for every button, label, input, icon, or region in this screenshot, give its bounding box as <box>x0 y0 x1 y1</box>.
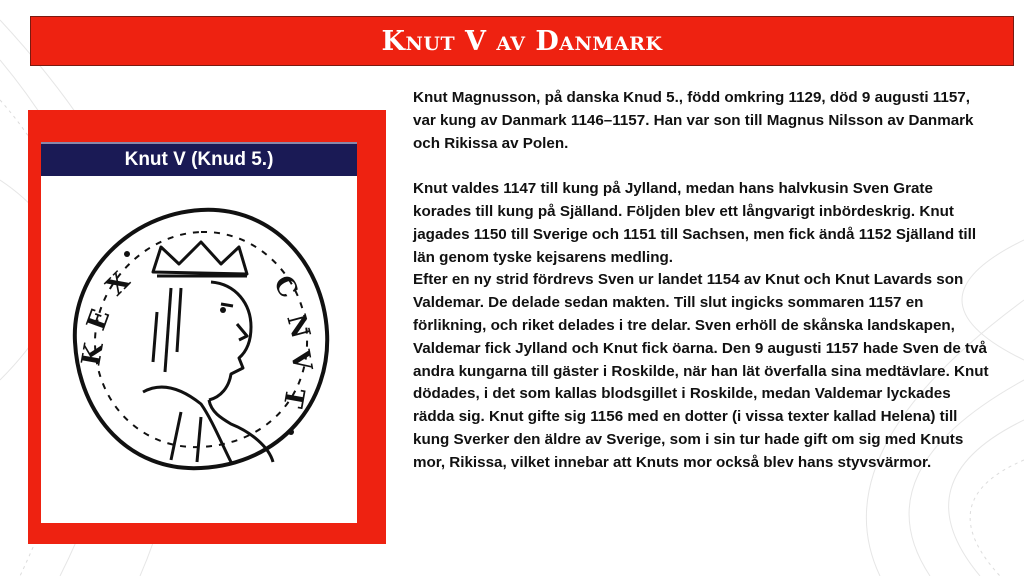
coin-letter: K <box>76 340 110 369</box>
coin-image <box>41 142 357 523</box>
paragraph: Efter en ny strid fördrevs Sven ur landet 1154 av Knut och Knut Lavards son Valdemar. De delade sedan makten. Till slut ingicks sommaren 1157 en förlikning, och riket delades i tre delar. Sven erhöll de skånska landskapen, Valdemar fick Jylland och Knut fick öarna. Den 9 augusti 1157 hade Sven de två andra kungarna till gäster i Roskilde, när han lät överfalla sina medtävlare. Knut dödades, i det som kallas blodsgillet i Roskilde, medan Valdemar lyckades rädda sig. Knut gifte sig 1156 med en dotter (i vissa texter kallad Helena) till kung Sverker den äldre av Sverige, som i sin tur hade gift om sig med Knuts mor, Rikissa, vilket innebar att Knuts mor också blev hans styvsvärmor. <box>413 271 989 471</box>
body-text <box>413 87 993 475</box>
image-caption: Knut V (Knud 5.) <box>41 142 357 176</box>
coin-letter: E <box>81 305 117 335</box>
coin-letter: C <box>266 270 304 304</box>
slide-title: Knut V av Danmark <box>381 25 663 57</box>
paragraph: Knut valdes 1147 till kung på Jylland, medan hans halvkusin Sven Grate korades till kung på Själland. Följden blev ett långvarigt inbördeskrig. Knut jagades 1150 till Sverige och 1151 till Sachsen, men fick ändå 1152 Själland till län genom tyske kejsarens medling. <box>413 180 977 266</box>
coin-letter: T <box>276 385 310 411</box>
coin-illustration <box>61 192 341 482</box>
paragraph: Knut Magnusson, på danska Knud 5., född omkring 1129, död 9 augusti 1157, var kung av Danmark 1146–1157. Han var son till Magnus Nilsson av Danmark och Rikissa av Polen. <box>413 89 974 152</box>
coin-letter: X <box>100 266 137 302</box>
coin-letter: N <box>280 311 316 342</box>
coin-image-frame <box>28 110 386 544</box>
title-banner <box>30 16 1014 66</box>
coin-letter: V <box>284 348 318 374</box>
